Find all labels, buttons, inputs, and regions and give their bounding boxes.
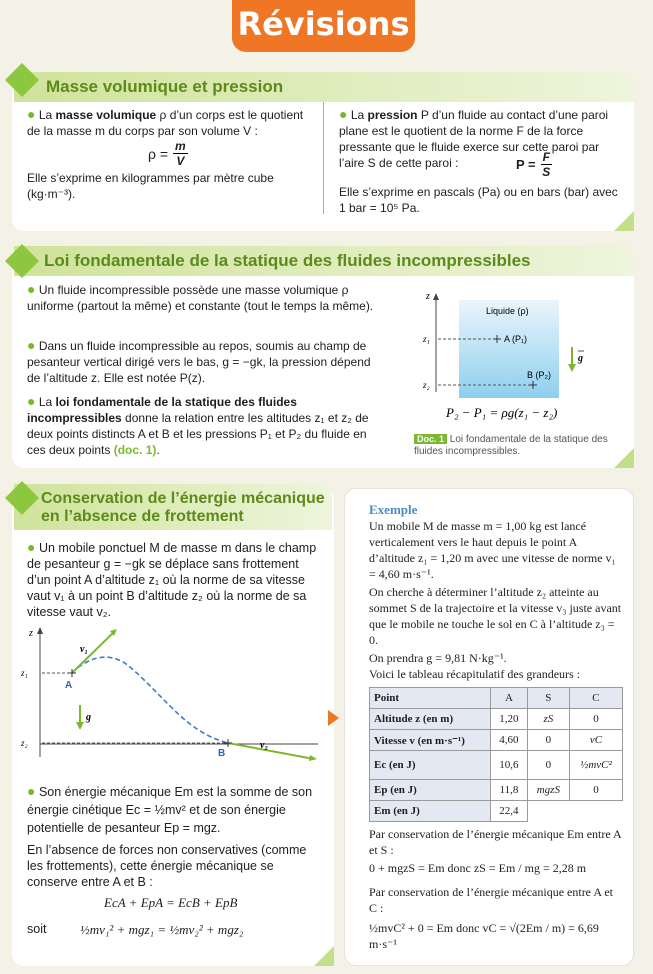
- z-axis-label: z: [426, 291, 430, 302]
- energie-equation-2: ½mv₁² + mgz₁ = ½mv₂² + mgz₂: [80, 922, 244, 937]
- liquid-label: Liquide (ρ): [486, 306, 529, 316]
- energie-paragraph-3: En l’absence de forces non conservatives (comme les frottements), cette énergie mécanique se conserve entre A et B :: [27, 843, 307, 889]
- bullet-icon: ●: [27, 106, 36, 122]
- table-row: [370, 780, 623, 801]
- table-cell: 0: [569, 780, 622, 801]
- table-cell: Ep (en J): [370, 780, 491, 801]
- doc1-caption: Doc. 1 Loi fondamentale de la statique des fluides incompressibles.: [414, 434, 608, 457]
- table-cell: 0: [569, 709, 622, 730]
- trajectory-curve: [72, 657, 228, 743]
- table-cell: Vitesse v (en m·s⁻¹): [370, 730, 491, 751]
- v2-label: v₂: [260, 740, 268, 751]
- trajectory-figure: [18, 622, 318, 762]
- z1-label: z₁: [423, 334, 430, 344]
- point-b-label: B (P₂): [527, 370, 551, 380]
- table-cell: Point: [370, 688, 491, 709]
- z1-label: z₁: [21, 668, 28, 678]
- section-header: [14, 72, 634, 102]
- table-row: [370, 751, 623, 780]
- table-cell: Em (en J): [370, 801, 491, 822]
- example-conservation-1: Par conservation de l’énergie mécanique Em entre A et S :: [369, 827, 622, 857]
- statique-law: P₂ − P₁ = ρg(z₁ − z₂): [446, 405, 558, 420]
- bullet-icon: ●: [27, 783, 36, 799]
- table-cell: 11,8: [491, 780, 528, 801]
- z2-label: z₂: [423, 380, 430, 390]
- example-paragraph-4: Voici le tableau récapitulatif des grandeurs :: [369, 667, 581, 681]
- masse-volumique-unit: Elle s’exprime en kilogrammes par mètre cube (kg·m⁻³).: [27, 171, 274, 201]
- section-title: Conservation de l’énergie mécanique en l’absence de frottement: [41, 490, 325, 525]
- soit-label: soit: [27, 922, 47, 936]
- section-title: Loi fondamentale de la statique des fluides incompressibles: [44, 251, 531, 270]
- table-cell: 4,60: [491, 730, 528, 751]
- table-row: [370, 709, 623, 730]
- table-cell: 22,4: [491, 801, 528, 822]
- bullet-icon: ●: [27, 393, 36, 409]
- table-cell: 0: [527, 751, 569, 780]
- v1-label: v₁: [80, 644, 88, 655]
- table-cell: mgzS: [527, 780, 569, 801]
- table-cell: [527, 801, 569, 822]
- gravity-label: g: [578, 353, 583, 364]
- example-conservation-2: Par conservation de l’énergie mécanique entre A et C :: [369, 885, 614, 915]
- example-result-1: 0 + mgzS = Em donc zS = Em / mg = 2,28 m: [369, 861, 587, 875]
- pression-formula: P = $\frac{F}{S}$: [516, 150, 551, 179]
- bullet-icon: ●: [27, 281, 36, 297]
- table-cell: Ec (en J): [370, 751, 491, 780]
- statique-paragraph-1: ● Un fluide incompressible possède une masse volumique ρ uniforme (partout la même) et constante (tout le temps la même).: [27, 281, 374, 313]
- page-title: Révisions: [232, 0, 415, 52]
- table-cell: Altitude z (en m): [370, 709, 491, 730]
- column-divider: [323, 102, 324, 214]
- example-title: Exemple: [369, 502, 418, 517]
- point-b-label: B: [218, 748, 226, 759]
- energie-paragraph-2: ● Son énergie mécanique Em est la somme de son énergie cinétique Ec = ½mv² et de son énergie potentielle de pesanteur Ep = mgz.: [27, 783, 313, 835]
- example-paragraph-1: Un mobile M de masse m = 1,00 kg est lancé verticalement vers le haut depuis le point A d’altitude z₁ = 1,20 m avec une vitesse de norme v₁ = 4,60 m·s⁻¹.: [369, 519, 616, 581]
- statique-paragraph-3: ● La loi fondamentale de la statique des fluides incompressibles donne la relation entre les altitudes z₁ et z₂ de deux points distincts A et B et les pressions P₁ et P₂ du fluide en ces deux points (doc. 1).: [27, 393, 369, 457]
- z2-label: z₂: [21, 738, 28, 748]
- bullet-icon: ●: [27, 539, 36, 555]
- masse-volumique-definition: ● La masse volumique ρ d’un corps est le quotient de la masse m du corps par son volume V :: [27, 106, 304, 138]
- pression-unit: Elle s’exprime en pascals (Pa) ou en bars (bar) avec 1 bar = 10⁵ Pa.: [339, 185, 618, 215]
- point-a-label: A: [65, 680, 73, 691]
- table-row: [370, 730, 623, 751]
- z-axis-label: z: [29, 628, 33, 639]
- energie-paragraph-1: ● Un mobile ponctuel M de masse m dans le champ de pesanteur g = −gk se déplace sans frottement d’un point A d’altitude z₁ où la norme de sa vitesse vaut v₁ à un point B d’altitude z₂ où la norme de sa vitesse vaut v₂.: [27, 539, 317, 619]
- page-corner-icon: [614, 448, 634, 468]
- rho-formula: ρ = $\frac{m}{V}$: [148, 139, 186, 168]
- table-cell: A: [491, 688, 528, 709]
- doc1-figure: [414, 284, 594, 424]
- doc-tag: Doc. 1: [414, 434, 447, 444]
- example-paragraph-2: On cherche à déterminer l’altitude z₂ atteinte au sommet S de la trajectoire et la vitesse v₃ juste avant que le mobile ne touche le sol en C à l’altitude z₃ = 0.: [369, 585, 622, 647]
- section-title: Masse volumique et pression: [46, 77, 284, 96]
- table-cell: ½mvC²: [569, 751, 622, 780]
- table-cell: 10,6: [491, 751, 528, 780]
- table-row: [370, 801, 623, 822]
- table-cell: vC: [569, 730, 622, 751]
- energie-equation-1: EcA + EpA = EcB + EpB: [104, 895, 238, 910]
- page-corner-icon: [314, 946, 334, 966]
- section-header: [14, 246, 634, 276]
- recap-table: [369, 687, 623, 822]
- table-cell: zS: [527, 709, 569, 730]
- section-header: [14, 484, 332, 530]
- point-a-label: A (P₁): [504, 334, 528, 344]
- gravity-label: g: [86, 712, 91, 723]
- pression-definition: ● La pression P d’un fluide au contact d’une paroi plane est le quotient de la norme F de la force pressante que le fluide exerce sur cette paroi par l’aire S de cette paroi :: [339, 106, 609, 170]
- v2-vector-icon: [228, 743, 314, 759]
- v1-vector-icon: [72, 632, 114, 673]
- table-cell: 0: [527, 730, 569, 751]
- table-header-row: [370, 688, 623, 709]
- bullet-icon: ●: [27, 337, 36, 353]
- table-cell: C: [569, 688, 622, 709]
- example-result-2: ½mvC² + 0 = Em donc vC = √(2Em / m) = 6,69 m·s⁻¹: [369, 921, 599, 951]
- example-paragraph-3: On prendra g = 9,81 N·kg⁻¹.: [369, 651, 507, 665]
- table-cell: 1,20: [491, 709, 528, 730]
- bullet-icon: ●: [339, 106, 348, 122]
- table-cell: [569, 801, 622, 822]
- statique-paragraph-2: ● Dans un fluide incompressible au repos, soumis au champ de pesanteur vertical dirigé vers le bas, g = −gk, la pression dépend de l’altitude z. Elle est notée P(z).: [27, 337, 371, 385]
- arrow-right-icon: [328, 710, 339, 726]
- table-cell: S: [527, 688, 569, 709]
